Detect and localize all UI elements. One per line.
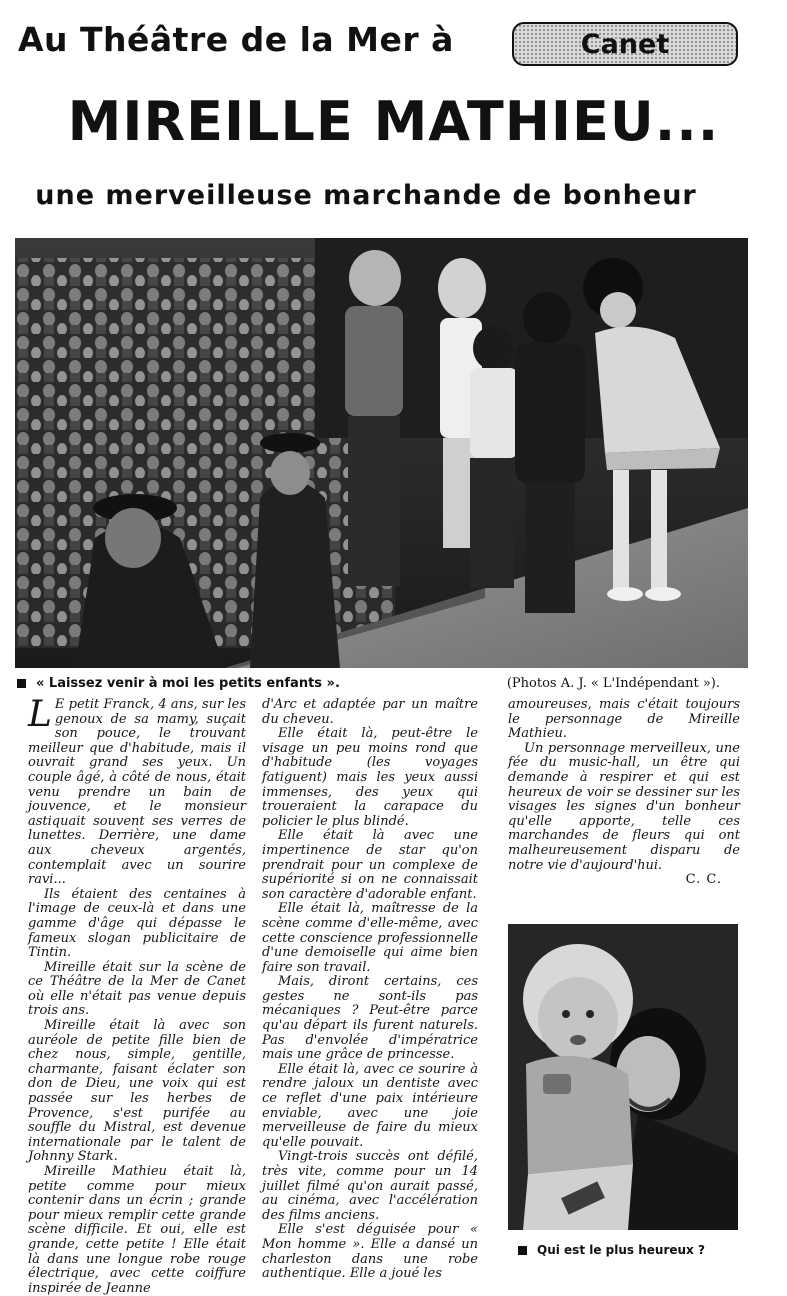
photo-caption: [17, 676, 340, 691]
paragraph: Elle était là, maîtresse de la scène comme d'elle-même, avec cette conscience professionnelle d'une demoiselle qui aime bien faire son travail.: [262, 901, 478, 975]
place-label: Canet: [580, 28, 670, 60]
kicker-headline: Au Théâtre de la Mer à: [18, 20, 454, 59]
caption-bullet-icon: [518, 1246, 527, 1255]
paragraph: d'Arc et adaptée par un maître du cheveu.: [262, 697, 478, 727]
place-badge: [512, 22, 738, 66]
article-column-3: [508, 698, 740, 888]
photo-caption-text: « Laissez venir à moi les petits enfants ».: [36, 676, 340, 691]
article-column-2: [262, 698, 478, 1282]
paragraph: Mais, diront certains, ces gestes ne sont-ils pas mécaniques ? Peut-être parce qu'au départ ils furent naturels. Pas d'envolée d'impératrice mais une grâce de princesse.: [262, 974, 478, 1063]
paragraph: Ils étaient des centaines à l'image de ceux-là et dans une gamme d'âge qui dépasse le fameux slogan publicitaire de Tintin.: [28, 886, 246, 961]
subheadline: une merveilleuse marchande de bonheur: [35, 180, 697, 211]
paragraph: Elle était là, avec ce sourire à rendre jaloux un dentiste avec ce reflet d'une paix intérieure enviable, avec une joie merveilleuse de faire du mieux qu'elle pouvait.: [262, 1061, 478, 1150]
paragraph: Mireille Mathieu était là, petite comme pour mieux contenir dans un écrin ; grande pour mieux remplir cette grande scène difficile. Et oui, elle est grande, cette petite ! Elle était là dans une longue robe rouge électrique, avec cette coiffure inspirée de Jeanne: [28, 1164, 246, 1296]
paragraph: Mireille était sur la scène de ce Théâtre de la Mer de Canet où elle n'était pas venue depuis trois ans.: [28, 959, 246, 1019]
stage-photo: [15, 238, 748, 668]
author-signature: C. C.: [685, 872, 722, 888]
paragraph: Elle était là, peut-être le visage un peu moins rond que d'habitude (les voyages fatiguent) mais les yeux aussi immenses, des yeux qui troueraient la carapace du policier le plus blindé.: [262, 726, 478, 829]
paragraph: Elle s'est déguisée pour « Mon homme ». Elle a dansé un charleston dans une robe authentique. Elle a joué les: [262, 1222, 478, 1282]
photo-credit: (Photos A. J. « L'Indépendant »).: [506, 676, 720, 691]
photo-caption-row: [15, 676, 748, 696]
paragraph: amoureuses, mais c'était toujours le personnage de Mireille Mathieu.: [508, 697, 740, 742]
caption-bullet-icon: [17, 679, 26, 688]
paragraph: LE petit Franck, 4 ans, sur les genoux de sa mamy, suçait son pouce, le trouvant meilleur que d'habitude, mais il ouvrait grand ses yeux. Un couple âgé, à côté de nous, était venu prendre un bain de jouvence, et le monsieur astiquait souvent ses verres de lunettes. Derrière, une dame aux cheveux argentés, contemplait avec un sourire ravi...: [28, 694, 246, 888]
article-column-1: [28, 694, 246, 1296]
child-photo: [508, 924, 738, 1230]
paragraph: Elle était là avec une impertinence de star qu'on prendrait pour un complexe de supériorité si on ne connaissait son caractère d'adorable enfant.: [262, 828, 478, 902]
paragraph: Mireille était là avec son auréole de petite fille bien de chez nous, simple, gentille, charmante, faisant éclater son don de Dieu, une voix qui est passée sur les herbes de Provence, s'est purifée au souffle du Mistral, est devenue internationale par le talent de Johnny Stark.: [28, 1018, 246, 1165]
main-headline: MIREILLE MATHIEU...: [67, 90, 720, 153]
paragraph: Un personnage merveilleux, une fée du music-hall, un être qui demande à respirer et qui est heureux de voir se dessiner sur les visages les signes d'un bonheur qu'elle apporte, telle ces marchandes de fleurs qui ont malheureusement disparu de notre vie d'aujourd'hui.: [508, 740, 740, 873]
child-photo-caption: [518, 1243, 705, 1257]
paragraph: Vingt-trois succès ont défilé, très vite, comme pour un 14 juillet filmé qu'on aurait passé, au cinéma, avec l'accélération des films anciens.: [262, 1149, 478, 1223]
child-photo-caption-text: Qui est le plus heureux ?: [537, 1243, 705, 1257]
